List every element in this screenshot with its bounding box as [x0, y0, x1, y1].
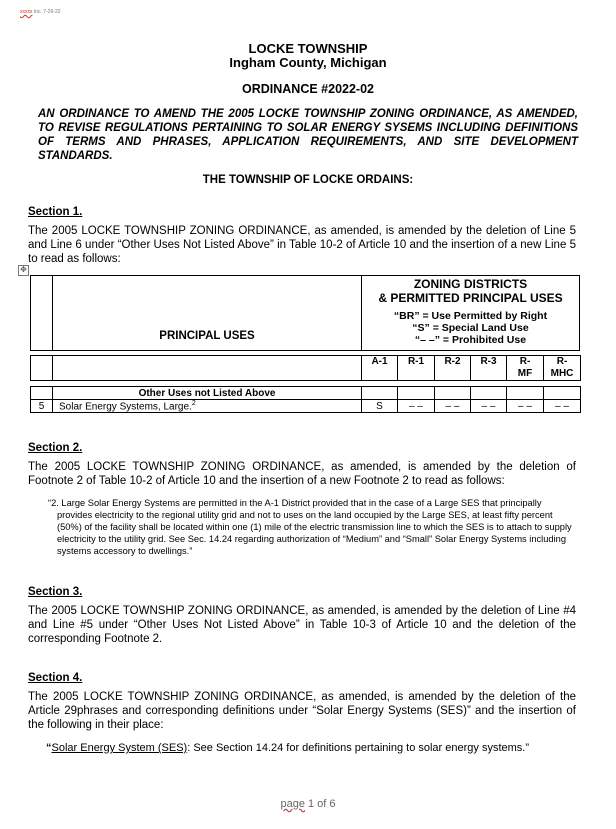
ordains-line: THE TOWNSHIP OF LOCKE ORDAINS: — [202, 174, 414, 186]
row-use-cell — [53, 400, 362, 413]
zoning-header-line-1: ZONING DISTRICTS — [413, 277, 528, 291]
principal-uses-header: PRINCIPAL USES — [159, 330, 255, 342]
use-table-header — [30, 275, 580, 351]
footnote-2-text: “2. Large Solar Energy Systems are permitted in the A-1 District provided that in the case of a Large SES that principally provides electricity to the regional utility grid and not to uses on the land occupied by the Large SES, at least fifty percent (50%) of the facility shall be located within one (1) mile of the electric transmission line to which the SES is to attach to supply electricity to the utility grid. See Sec. 14.24 regarding authorization of “Medium” and “Small” Solar Energy Systems including systems accessory to dwellings.” — [48, 498, 572, 556]
section-2-heading: Section 2. — [28, 442, 83, 454]
definition-term: Solar Energy System (SES) — [51, 742, 188, 754]
district-a1: A-1 — [362, 356, 398, 381]
section-1-heading: Section 1. — [28, 206, 83, 218]
section-1-text: The 2005 LOCKE TOWNSHIP ZONING ORDINANCE, as amended, is amended by the deletion of Line 5 and Line 6 under “Other Uses Not Listed Above” in Table 10-2 of Article 10 and the insertion of a new Line 5 to read as follows: — [28, 225, 576, 265]
document-subtitle: Ingham County, Michigan — [229, 55, 387, 70]
row-value-rmhc: – – — [544, 400, 581, 413]
footer-page-count: 1 of 6 — [304, 798, 336, 810]
table-move-handle-icon[interactable]: ✥ — [18, 265, 29, 276]
group-cell — [544, 387, 581, 400]
ordinance-number: ORDINANCE #2022-02 — [242, 82, 374, 96]
group-row-num — [31, 387, 53, 400]
uses-table-body — [30, 386, 581, 413]
district-r1: R-1 — [398, 356, 435, 381]
definition-text: : See Section 14.24 for definitions pertaining to solar energy systems.” — [187, 742, 530, 754]
row-use-name: Solar Energy Systems, Large. — [59, 401, 192, 413]
legend-by-right: “BR” = Use Permitted by Right — [393, 310, 548, 322]
district-rmhc: R- MHC — [544, 356, 581, 381]
zoning-districts-header — [362, 276, 579, 350]
ordinance-purpose: AN ORDINANCE TO AMEND THE 2005 LOCKE TOWNSHIP ZONING ORDINANCE, AS AMENDED, TO REVISE REGULATIONS PERTAINING TO SOLAR ENERGY SYSEMS INCLUDING DEFINITIONS OF TERMS AND PHRASES, APPLICATION REQUIREMENTS, AND SITE DEVELOPMENT STANDARDS. — [38, 108, 578, 162]
definition-open-quote: “ — [46, 742, 52, 754]
section-2-text: The 2005 LOCKE TOWNSHIP ZONING ORDINANCE, as amended, is amended by the deletion of Footnote 2 of Table 10-2 of Article 10 and the insertion of a new Footnote 2 to read as follows: — [28, 461, 576, 487]
zoning-header-line-2: & PERMITTED PRINCIPAL USES — [378, 291, 563, 305]
header-mark-text: Inc. 7-26-22 — [33, 9, 61, 15]
row-value-a1: S — [362, 400, 398, 413]
row-use-footnote-ref: 2 — [191, 400, 196, 407]
district-r3: R-3 — [471, 356, 507, 381]
district-header-blank-num — [31, 356, 53, 381]
group-cell — [435, 387, 471, 400]
header-revision-mark — [20, 9, 61, 15]
district-r2: R-2 — [435, 356, 471, 381]
group-row-label: Other Uses not Listed Above — [53, 387, 362, 400]
legend-special-use: “S” = Special Land Use — [412, 322, 529, 334]
header-mark-squiggle: xxxxx — [20, 9, 33, 15]
district-rmf: R- MF — [507, 356, 544, 381]
table-number-column — [31, 276, 53, 350]
section-4-text: The 2005 LOCKE TOWNSHIP ZONING ORDINANCE, as amended, is amended by the deletion of the Article 29phrases and corresponding definitions under “Solar Energy Systems (SES)” and the insertion of the following in their place: — [28, 691, 576, 731]
document-title: LOCKE TOWNSHIP — [248, 41, 368, 56]
row-value-r3: – – — [471, 400, 507, 413]
principal-uses-column — [53, 276, 362, 350]
footer-page-word: page — [280, 798, 305, 810]
section-3-heading: Section 3. — [28, 586, 83, 598]
section-4-heading: Section 4. — [28, 672, 83, 684]
group-cell — [362, 387, 398, 400]
district-header-blank-use — [53, 356, 362, 381]
page-footer — [0, 798, 616, 810]
district-header-table — [30, 355, 581, 381]
group-cell — [471, 387, 507, 400]
row-value-rmf: – – — [507, 400, 544, 413]
section-3-text: The 2005 LOCKE TOWNSHIP ZONING ORDINANCE, as amended, is amended by the deletion of Line #4 and Line #5 under “Other Uses Not Listed Above” in Table 10-3 of Article 10 and the deletion of the corresponding Footnote 2. — [28, 605, 576, 645]
footnote-2 — [42, 497, 572, 557]
row-value-r1: – – — [398, 400, 435, 413]
table-row — [31, 400, 581, 413]
group-cell — [398, 387, 435, 400]
legend-prohibited: “– –” = Prohibited Use — [414, 334, 527, 346]
ses-definition — [46, 741, 576, 755]
row-number: 5 — [31, 400, 53, 413]
row-value-r2: – – — [435, 400, 471, 413]
group-cell — [507, 387, 544, 400]
